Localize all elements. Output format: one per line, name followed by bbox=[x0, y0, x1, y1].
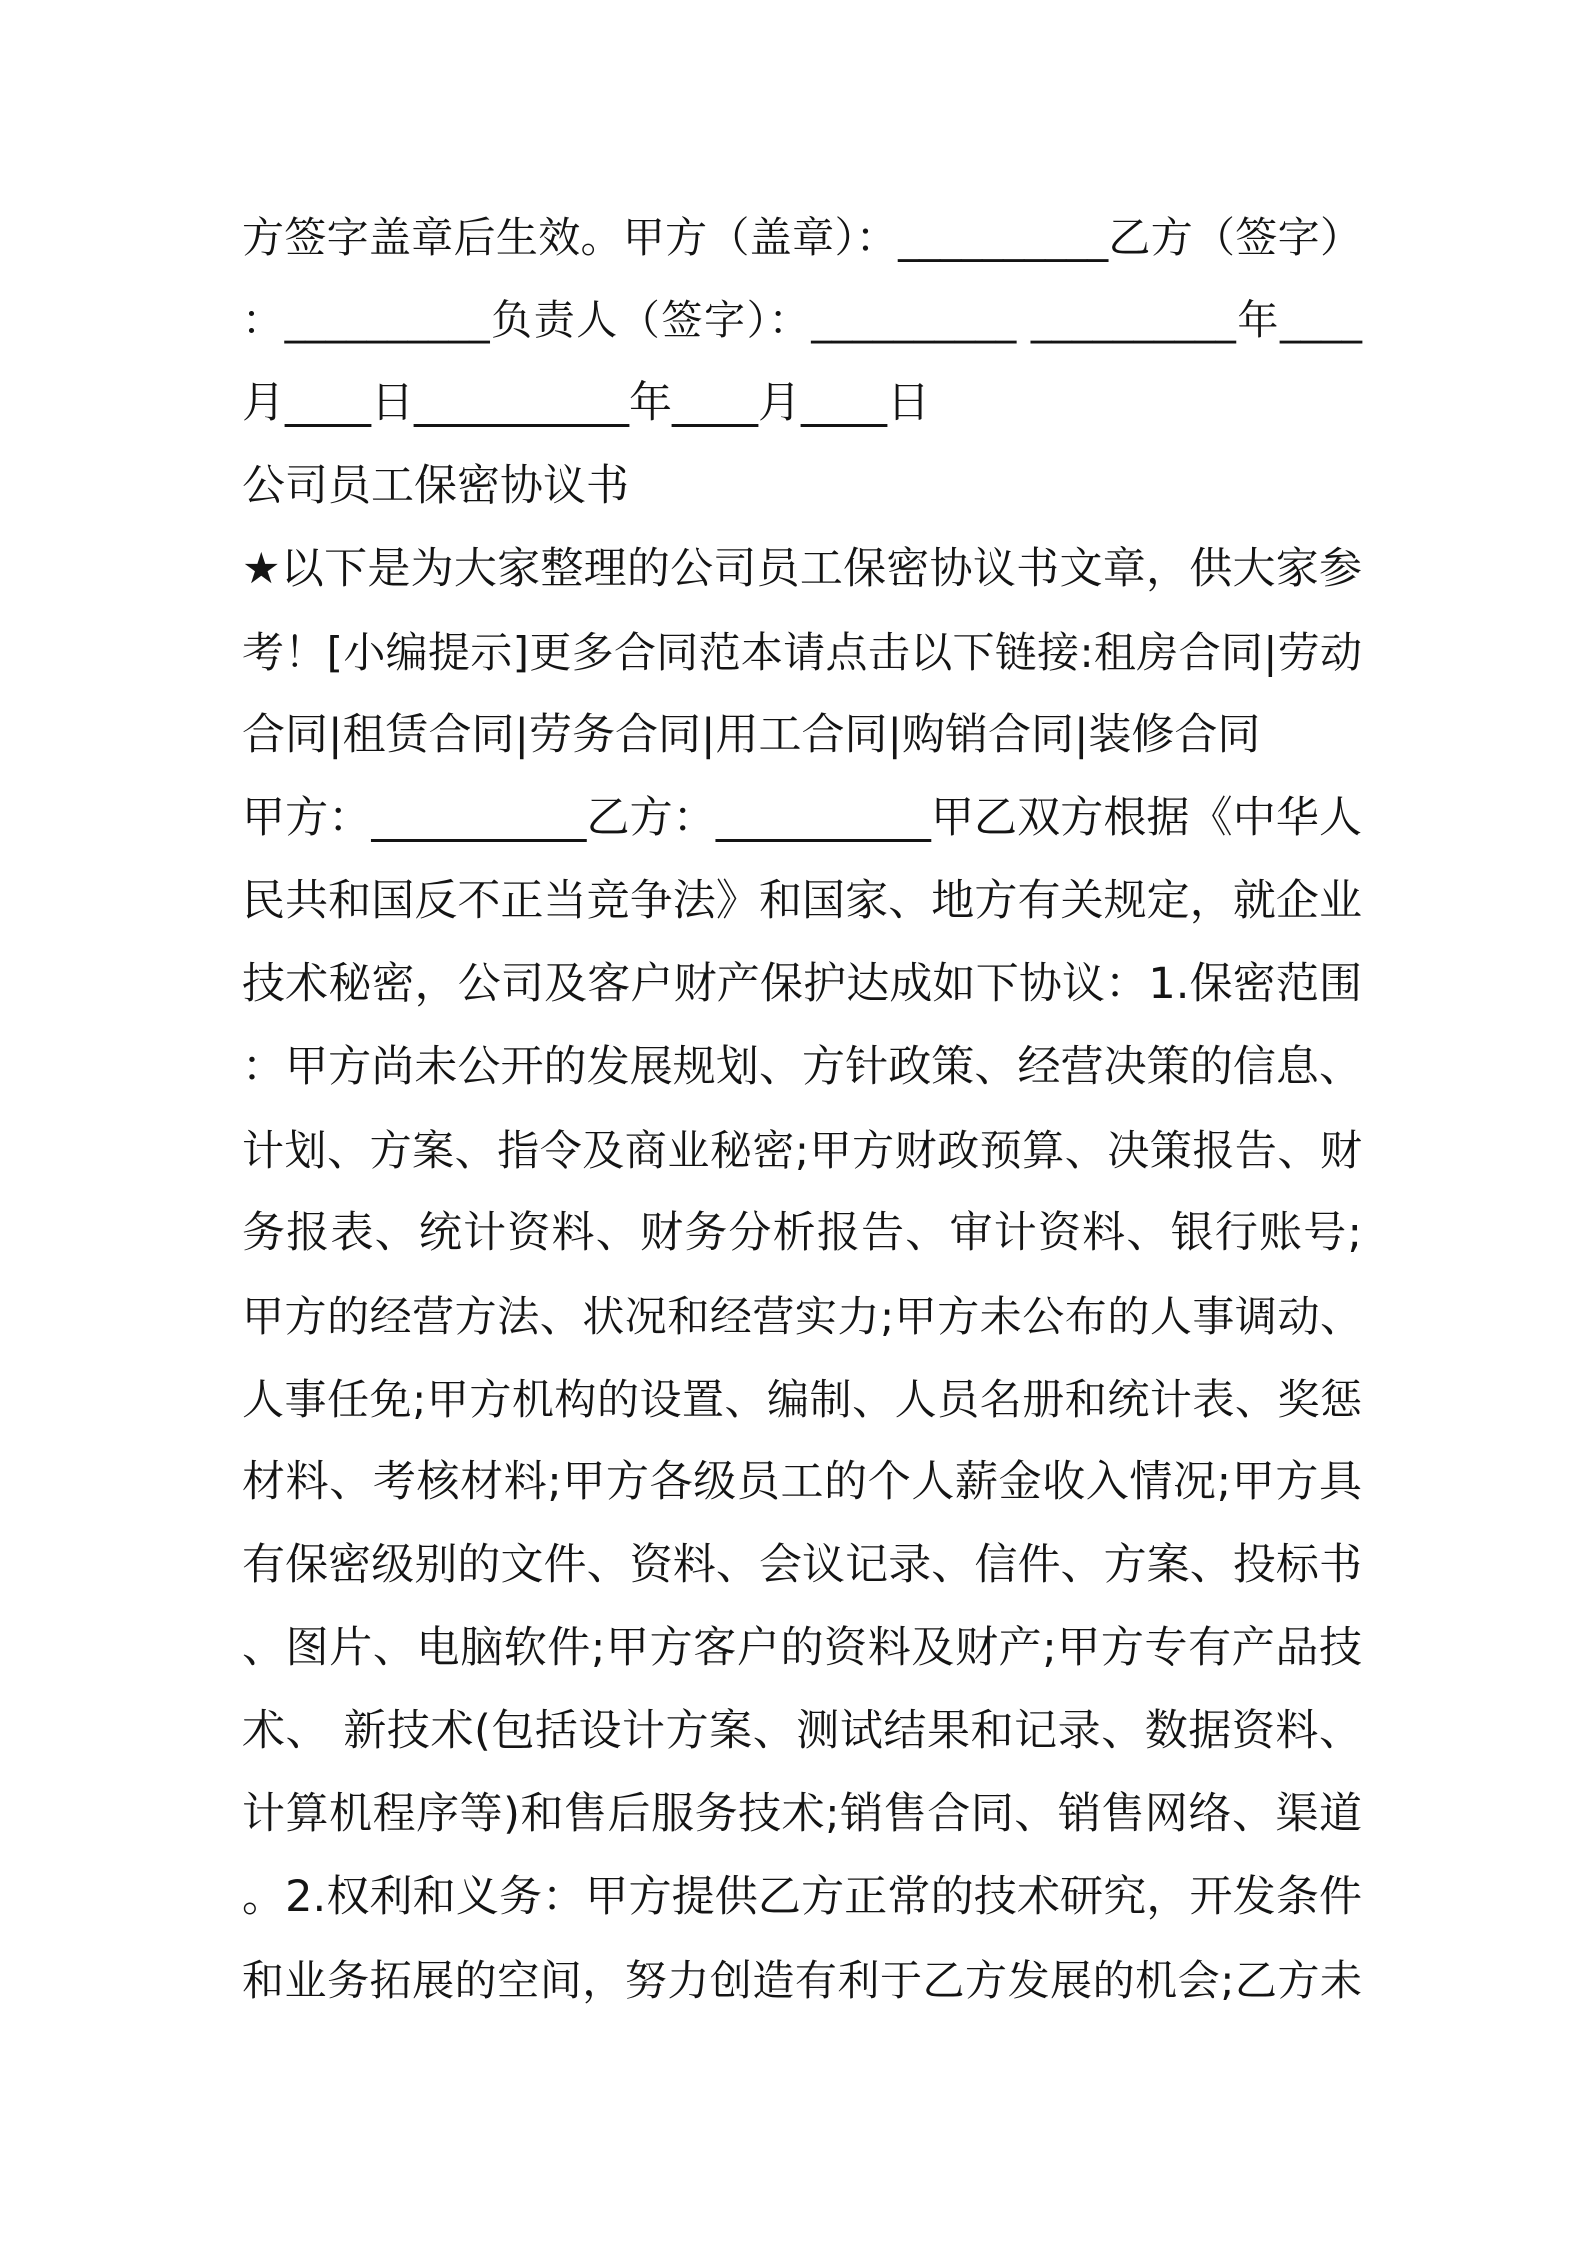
text-line: ：__________负责人（签字）：__________ __________年____ bbox=[242, 296, 1362, 344]
text-line: 务报表、统计资料、财务分析报告、审计资料、银行账号; bbox=[242, 1208, 1362, 1258]
text-line: 甲方的经营方法、状况和经营实力;甲方未公布的人事调动、 bbox=[242, 1292, 1362, 1341]
text-line: 计划、方案、指令及商业秘密;甲方财政预算、决策报告、财 bbox=[242, 1126, 1362, 1175]
text-line: 材料、考核材料;甲方各级员工的个人薪金收入情况;甲方具 bbox=[242, 1457, 1362, 1507]
document-title: 公司员工保密协议书 bbox=[242, 461, 629, 511]
text-line: 有保密级别的文件、资料、会议记录、信件、方案、投标书 bbox=[242, 1540, 1362, 1590]
text-line: 计算机程序等)和售后服务技术;销售合同、销售网络、渠道 bbox=[242, 1789, 1362, 1839]
text-line: 术、 新技术(包括设计方案、测试结果和记录、数据资料、 bbox=[242, 1706, 1362, 1756]
text-line: 甲方：__________乙方：__________甲乙双方根据《中华人 bbox=[242, 793, 1362, 843]
document-body bbox=[242, 196, 1362, 2022]
text-line: 人事任免;甲方机构的设置、编制、人员名册和统计表、奖惩 bbox=[242, 1375, 1362, 1424]
text-line: 和业务拓展的空间，努力创造有利于乙方发展的机会;乙方未 bbox=[242, 1956, 1362, 2005]
text-line: ：甲方尚未公开的发展规划、方针政策、经营决策的信息、 bbox=[242, 1042, 1362, 1092]
text-line: 、图片、电脑软件;甲方客户的资料及财产;甲方专有产品技 bbox=[242, 1623, 1362, 1673]
text-line: 月____日__________年____月____日 bbox=[242, 378, 930, 428]
text-line: 。2.权利和义务：甲方提供乙方正常的技术研究，开发条件 bbox=[242, 1872, 1362, 1922]
text-line: 方签字盖章后生效。甲方（盖章）：__________乙方（签字） bbox=[242, 213, 1362, 262]
text-line: ★以下是为大家整理的公司员工保密协议书文章，供大家参 bbox=[242, 544, 1362, 594]
text-line: 合同|租赁合同|劳务合同|用工合同|购销合同|装修合同 bbox=[242, 710, 1261, 760]
text-line: 考！[小编提示]更多合同范本请点击以下链接:租房合同|劳动 bbox=[242, 628, 1362, 677]
text-line: 民共和国反不正当竞争法》和国家、地方有关规定，就企业 bbox=[242, 876, 1362, 926]
text-line: 技术秘密，公司及客户财产保护达成如下协议：1.保密范围 bbox=[242, 959, 1362, 1009]
